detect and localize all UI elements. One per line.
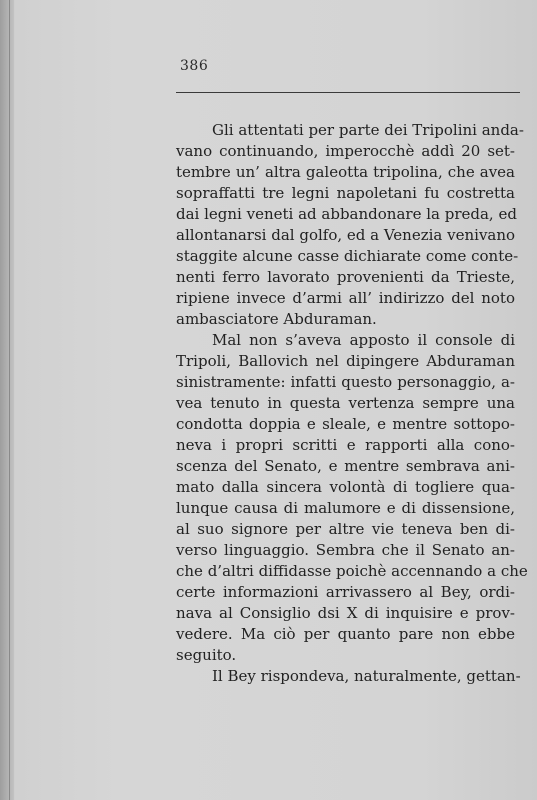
text-line: certe informazioni arrivassero al Bey, ordi- [176,583,515,601]
text-line: Mal non s’aveva apposto il console di [212,331,515,349]
text-line: dai legni veneti ad abbandonare la preda, ed [176,205,517,223]
text-line: tembre un’ altra galeotta tripolina, che avea [176,163,515,181]
text-line: scenza del Senato, e mentre sembrava ani- [176,457,515,475]
text-line: allontanarsi dal golfo, ed a Venezia venivano [176,226,516,244]
paragraph [176,120,524,330]
text-line: neva i propri scritti e rapporti alla cono- [176,436,515,454]
text-line: verso linguaggio. Sembra che il Senato an- [176,541,515,559]
text-line: seguito. [176,646,237,664]
text-line: condotta doppia e sleale, e mentre sottopo- [176,415,515,433]
spine-line [9,0,10,800]
page-number: 386 [180,58,209,74]
text-line: che d’altri diffidasse poichè accennando a che [176,562,528,580]
text-line: Tripoli, Ballovich nel dipingere Abduraman [176,352,515,370]
text-line: ripiene invece d’armi all’ indirizzo del noto [176,289,515,307]
text-line: al suo signore per altre vie teneva ben di- [176,520,515,538]
book-spine-shadow [0,0,14,800]
text-line: vea tenuto in questa vertenza sempre una [176,394,515,412]
text-line: staggite alcune casse dichiarate come conte- [176,247,519,265]
text-line: nenti ferro lavorato provenienti da Trieste, [176,268,515,286]
paragraph [176,666,521,687]
text-line: sopraffatti tre legni napoletani fu costretta [176,184,515,202]
text-line: vedere. Ma ciò per quanto pare non ebbe [176,625,515,643]
text-line: ambasciatore Abduraman. [176,310,377,328]
text-line: nava al Consiglio dsi X di inquisire e prov- [176,604,515,622]
text-line: lunque causa di malumore e di dissensione, [176,499,515,517]
paragraph [176,330,528,666]
text-line: Gli attentati per parte dei Tripolini anda- [212,121,524,139]
text-line: sinistramente: infatti questo personaggio, a- [176,373,515,391]
text-line: vano continuando, imperocchè addì 20 set- [176,142,515,160]
text-line: mato dalla sincera volontà di togliere qua- [176,478,515,496]
text-line: Il Bey rispondeva, naturalmente, gettan- [212,667,521,685]
header-rule [176,92,520,93]
body-text [176,120,528,687]
